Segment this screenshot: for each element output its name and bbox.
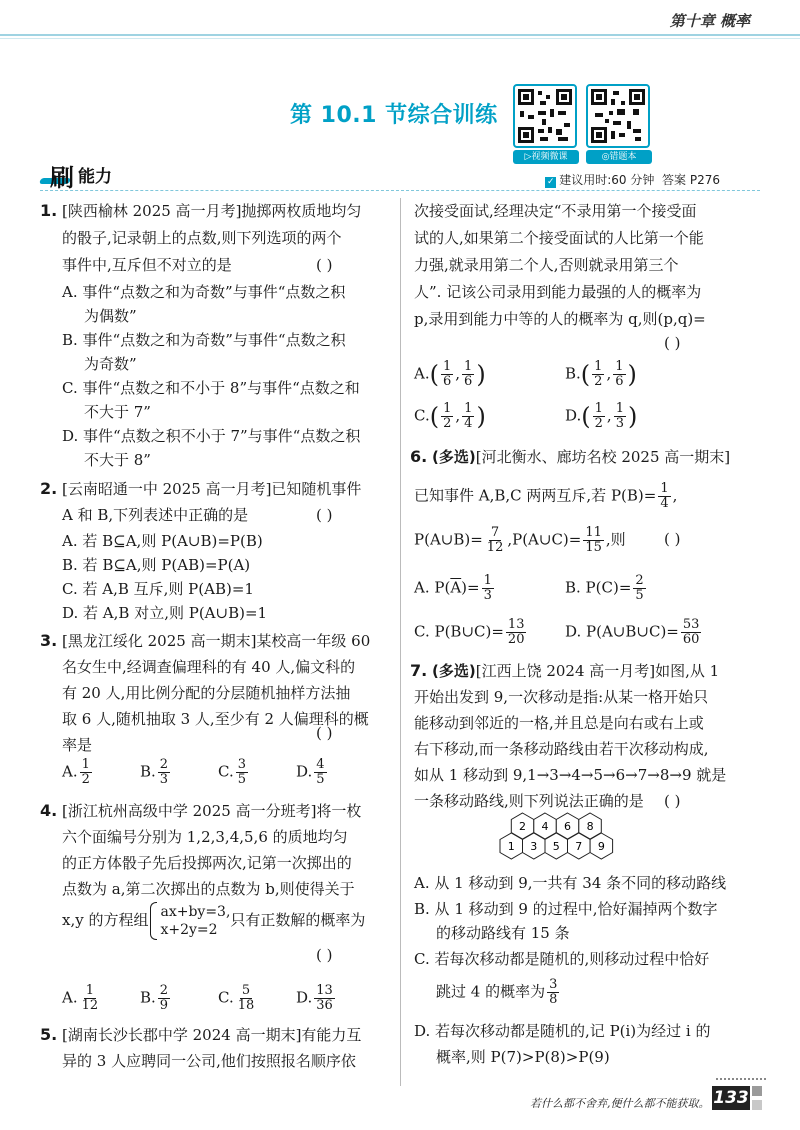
q5-line-7: p,录用到能力中等的人的概率为 q,则(p,q)=	[414, 310, 706, 328]
q2-option-d: D. 若 A,B 对立,则 P(A∪B)=1	[62, 604, 268, 622]
q7-option-a: A. 从 1 移动到 9,一共有 34 条不同的移动路线	[414, 874, 727, 892]
q7-line-3: 能移动到邻近的一格,并且总是向右或右上或	[414, 714, 704, 732]
q7-option-c: C. 若每次移动都是随机的,则移动过程中恰好	[414, 950, 710, 968]
header-rule	[0, 34, 800, 36]
q1-option-a: A. 事件“点数之和为奇数”与事件“点数之积	[62, 283, 346, 301]
q7-option-b-cont: 的移动路线有 15 条	[436, 924, 570, 942]
q7-line-2: 开始出发到 9,一次移动是指:从某一格开始只	[414, 688, 709, 706]
hexagon-path-diagram	[496, 812, 636, 864]
q4-line-3: 的正方体骰子先后投掷两次,记第一次掷出的	[62, 854, 352, 872]
footer-motto: 若什么都不舍弃,便什么都不能获取。	[530, 1097, 710, 1110]
qr-code-icon	[513, 84, 577, 148]
q4-line-1	[40, 802, 361, 820]
q5-answer-paren: ( )	[664, 334, 681, 352]
q2-option-a: A. 若 B⊆A,则 P(A∪B)=P(B)	[62, 532, 263, 550]
q1-number: 1.	[40, 201, 58, 220]
q2-number: 2.	[40, 479, 58, 498]
q3-line-1	[40, 632, 370, 650]
q7-line-5: 如从 1 移动到 9,1→3→4→5→6→7→8→9 就是	[414, 766, 727, 784]
q6-number: 6.	[410, 447, 428, 466]
q4-option-b: B. $\frac{2}{9}$	[140, 983, 169, 1013]
q6-option-c: C. P(B∪C)= $\frac{13}{20}$	[414, 617, 525, 647]
q1-option-a-cont: 为偶数”	[84, 307, 137, 325]
q5-line-5: 力强,就录用第二个人,否则就录用第三个	[414, 256, 679, 274]
footer-dots	[716, 1078, 766, 1080]
q4-equation-system: ax+by=3, x+2y=2	[160, 904, 231, 938]
q6-option-a: A. $P(\overline{A})=$ $\frac{1}{3}$	[414, 573, 492, 603]
q5-option-d: D.( $\frac{1}{2}$ , $\frac{1}{3}$ )	[565, 401, 638, 431]
q3-line-5: 率是	[62, 736, 93, 754]
q5-line-6: 人”. 记该公司录用到能力最强的人的概率为	[414, 283, 702, 301]
qr-wrong-book[interactable]	[586, 84, 652, 164]
q1-option-c-cont: 不大于 7”	[84, 403, 151, 421]
answer-ref: 答案 P276	[662, 173, 720, 187]
q1-option-c: C. 事件“点数之和不小于 8”与事件“点数之和	[62, 379, 360, 397]
q5-line-1	[40, 1026, 361, 1044]
q5-text: [湖南长沙长郡中学 2024 高一期末]有能力互	[62, 1026, 362, 1044]
svg-text:1: 1	[507, 840, 515, 853]
q1-option-d: D. 事件“点数之积不小于 7”与事件“点数之积	[62, 427, 361, 445]
column-divider	[400, 198, 401, 1086]
q7-option-d: D. 若每次移动都是随机的,记 P(i)为经过 i 的	[414, 1022, 711, 1040]
q7-line-6: 一条移动路线,则下列说法正确的是	[414, 792, 644, 810]
q1-line-2: 的骰子,记录朝上的点数,则下列选项的两个	[62, 229, 342, 247]
q5-option-a: A.( $\frac{1}{6}$ , $\frac{1}{6}$ )	[414, 359, 486, 389]
q6-line-1	[410, 448, 730, 466]
q5-option-b: B.( $\frac{1}{2}$ , $\frac{1}{6}$ )	[565, 359, 637, 389]
q1-option-b-cont: 为奇数”	[84, 355, 137, 373]
q2-text: [云南昭通一中 2025 高一月考]已知随机事件	[62, 480, 362, 498]
page-number: 133	[713, 1088, 749, 1108]
qr-video-label: ▷视频微课	[513, 150, 579, 164]
q4-line-2: 六个面编号分别为 1,2,3,4,5,6 的质地均匀	[62, 828, 348, 846]
q3-answer-paren: ( )	[316, 724, 333, 742]
q3-line-2: 名女生中,经调查偏理科的有 40 人,偏文科的	[62, 658, 356, 676]
q3-option-c: C. $\frac{3}{5}$	[218, 757, 246, 787]
svg-text:7: 7	[575, 840, 583, 853]
q7-tag: (多选)	[432, 662, 476, 680]
svg-text:4: 4	[541, 820, 549, 833]
q6-option-d: D. P(A∪B∪C)= $\frac{53}{60}$	[565, 617, 700, 647]
check-icon: ✓	[546, 177, 555, 187]
q7-option-c-cont: 跳过 4 的概率为 $\frac{3}{8}$	[436, 977, 558, 1007]
q7-source: [江西上饶 2024 高一月考]如图,从 1	[475, 662, 720, 680]
q3-text: [黑龙江绥化 2025 高一期末]某校高一年级 60	[62, 632, 371, 650]
q5-option-c: C.( $\frac{1}{2}$ , $\frac{1}{4}$ )	[414, 401, 486, 431]
q6-answer-paren: ( )	[664, 530, 681, 548]
q7-number: 7.	[410, 661, 428, 680]
svg-text:2: 2	[519, 820, 527, 833]
q2-line-1	[40, 480, 361, 498]
q5-number: 5.	[40, 1025, 58, 1044]
q1-text: [陕西榆林 2025 高一月考]抛掷两枚质地均匀	[62, 202, 362, 220]
q6-source: [河北衡水、廊坊名校 2025 高一期末]	[475, 448, 731, 466]
q4-option-a: A. $\frac{1}{12}$	[62, 983, 99, 1013]
q3-option-a: A. $\frac{1}{2}$	[62, 757, 90, 787]
q6-line-2: 已知事件 A,B,C 两两互斥,若 P(B)= $\frac{1}{4}$ ,	[414, 481, 678, 511]
qr-code-icon	[586, 84, 650, 148]
q4-system-line	[62, 902, 365, 940]
footer-square-light	[752, 1100, 762, 1110]
q3-number: 3.	[40, 631, 58, 650]
q4-system-prefix: x,y 的方程组	[62, 911, 149, 929]
q4-system-suffix: 只有正数解的概率为	[230, 911, 366, 929]
q4-answer-paren: ( )	[316, 946, 333, 964]
q4-text: [浙江杭州高级中学 2025 高一分班考]将一枚	[62, 802, 362, 820]
svg-text:6: 6	[564, 820, 572, 833]
q2-answer-paren: ( )	[316, 506, 333, 524]
q1-answer-paren: ( )	[316, 256, 333, 274]
badge-shu: 刷	[50, 164, 74, 192]
time-info	[545, 171, 720, 188]
q1-option-b: B. 事件“点数之和为奇数”与事件“点数之积	[62, 331, 346, 349]
footer-square-dark	[752, 1086, 762, 1096]
q6-line-3: P(A∪B)= $\frac{7}{12}$ ,P(A∪C)= $\frac{11}{15}$ ,则	[414, 525, 626, 555]
q5-line-2: 异的 3 人应聘同一公司,他们按照报名顺序依	[62, 1052, 356, 1070]
svg-text:8: 8	[586, 820, 594, 833]
page-title: 第 10.1 节综合训练	[290, 103, 498, 128]
q4-number: 4.	[40, 801, 58, 820]
q7-answer-paren: ( )	[664, 792, 681, 810]
q5-line-4: 试的人,如果第二个接受面试的人比第一个能	[414, 229, 704, 247]
q1-line-3: 事件中,互斥但不对立的是	[62, 256, 232, 274]
brace-icon	[150, 902, 157, 940]
q5-line-3: 次接受面试,经理决定“不录用第一个接受面	[414, 202, 697, 220]
q3-option-d: D. $\frac{4}{5}$	[296, 757, 325, 787]
q2-option-c: C. 若 A,B 互斥,则 P(AB)=1	[62, 580, 254, 598]
q3-line-3: 有 20 人,用比例分配的分层随机抽样方法抽	[62, 684, 351, 702]
q2-option-b: B. 若 B⊆A,则 P(AB)=P(A)	[62, 556, 251, 574]
svg-text:5: 5	[552, 840, 560, 853]
qr-wrong-label: ◎错题本	[586, 150, 652, 164]
q7-option-d-cont: 概率,则 P(7)>P(8)>P(9)	[436, 1048, 610, 1066]
q7-line-1	[410, 662, 719, 680]
qr-video[interactable]	[513, 84, 579, 164]
svg-text:9: 9	[597, 840, 605, 853]
q1-option-d-cont: 不大于 8”	[84, 451, 151, 469]
q1-line-1	[40, 202, 361, 220]
q7-line-4: 右下移动,而一条移动路线由若干次移动构成,	[414, 740, 709, 758]
header-rule-thin	[0, 38, 800, 39]
q6-option-b: B. P(C)= $\frac{2}{5}$	[565, 573, 644, 603]
badge-label: 能力	[78, 167, 112, 187]
q4-line-4: 点数为 a,第二次掷出的点数为 b,则使得关于	[62, 880, 355, 898]
section-divider	[40, 190, 760, 191]
q3-line-4: 取 6 人,随机抽取 3 人,至少有 2 人偏理科的概	[62, 710, 369, 728]
svg-text:3: 3	[530, 840, 538, 853]
q7-option-b: B. 从 1 移动到 9 的过程中,恰好漏掉两个数字	[414, 900, 718, 918]
q2-line-2: A 和 B,下列表述中正确的是	[62, 506, 249, 524]
q3-option-b: B. $\frac{2}{3}$	[140, 757, 169, 787]
time-suggestion: 建议用时:60 分钟	[559, 173, 655, 187]
q6-tag: (多选)	[432, 448, 476, 466]
q4-option-c: C. $\frac{5}{18}$	[218, 983, 255, 1013]
section-badge	[40, 158, 132, 192]
q4-option-d: D. $\frac{13}{36}$	[296, 983, 333, 1013]
chapter-header: 第十章 概率	[669, 12, 750, 30]
